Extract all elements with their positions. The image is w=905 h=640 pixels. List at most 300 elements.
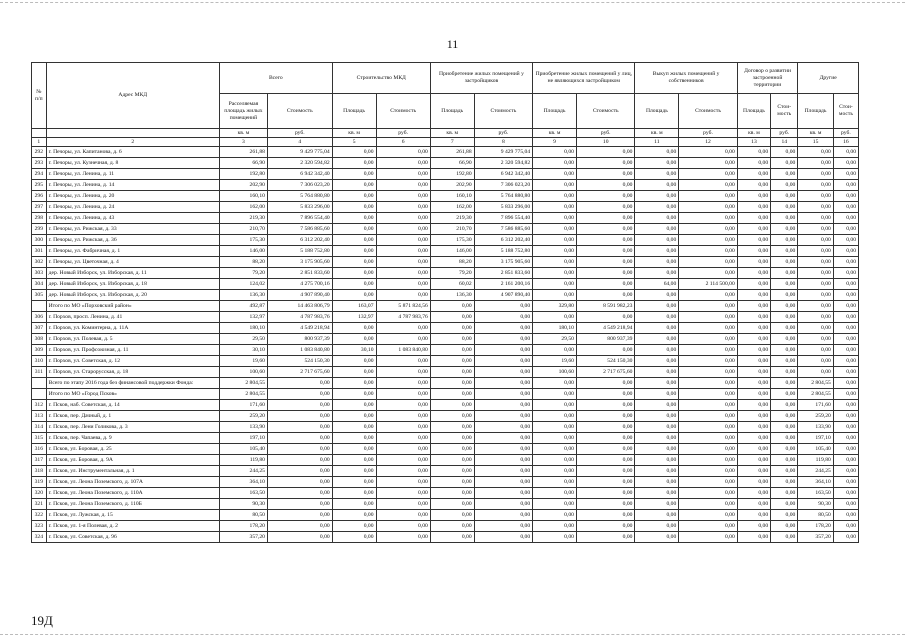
- row-value: 163,50: [219, 488, 267, 499]
- row-value: 0,00: [332, 422, 376, 433]
- table-row: [32, 433, 859, 444]
- row-value: 0,00: [833, 235, 858, 246]
- row-value: 0,00: [576, 455, 634, 466]
- row-value: 0,00: [474, 356, 532, 367]
- row-value: 0,00: [737, 499, 770, 510]
- row-value: 0,00: [833, 499, 858, 510]
- row-value: 0,00: [533, 191, 577, 202]
- table-row: [32, 411, 859, 422]
- row-value: 178,20: [219, 521, 267, 532]
- row-value: 0,00: [737, 224, 770, 235]
- column-number: 5: [332, 138, 376, 147]
- header-area: Площадь: [737, 94, 770, 129]
- row-value: 0,00: [533, 488, 577, 499]
- row-value: 0,00: [737, 455, 770, 466]
- row-value: 0,00: [635, 367, 679, 378]
- row-value: 329,80: [533, 301, 577, 312]
- row-value: 0,00: [474, 466, 532, 477]
- row-value: 0,00: [833, 312, 858, 323]
- row-address: г. Псков, пер. Чапаева, д. 9: [46, 433, 219, 444]
- row-value: 0,00: [679, 158, 737, 169]
- row-value: 0,00: [833, 180, 858, 191]
- row-value: 0,00: [635, 389, 679, 400]
- row-value: 0,00: [737, 158, 770, 169]
- row-value: 0,00: [833, 246, 858, 257]
- row-value: 0,00: [576, 147, 634, 158]
- row-value: 0,00: [798, 268, 834, 279]
- row-value: 0,00: [376, 169, 430, 180]
- row-value: 2 161 200,16: [474, 279, 532, 290]
- row-value: 0,00: [679, 169, 737, 180]
- row-value: 0,00: [332, 268, 376, 279]
- row-value: 0,00: [376, 422, 430, 433]
- row-value: 0,00: [798, 334, 834, 345]
- row-value: 0,00: [679, 400, 737, 411]
- row-value: 0,00: [474, 301, 532, 312]
- row-value: 0,00: [474, 312, 532, 323]
- row-number: 300: [32, 235, 47, 246]
- header-resettled-area: Расселяемая площадь жилых помещений: [219, 94, 267, 129]
- row-value: 0,00: [376, 235, 430, 246]
- row-value: 0,00: [430, 455, 474, 466]
- header-construction: Строительство МКД: [332, 63, 430, 94]
- row-value: 0,00: [376, 246, 430, 257]
- unit-area: кв. м: [430, 129, 474, 138]
- row-value: 4 549 218,94: [576, 323, 634, 334]
- row-value: 0,00: [771, 235, 798, 246]
- row-value: 0,00: [533, 147, 577, 158]
- row-address: Всего по этапу 2016 года без финансовой поддержки Фонда:: [46, 378, 219, 389]
- table-row: [32, 367, 859, 378]
- row-value: 0,00: [798, 224, 834, 235]
- row-value: 0,00: [771, 389, 798, 400]
- row-value: 0,00: [576, 411, 634, 422]
- row-value: 124,02: [219, 279, 267, 290]
- row-number: 323: [32, 521, 47, 532]
- row-value: 0,00: [267, 444, 332, 455]
- table-row: [32, 213, 859, 224]
- row-value: 0,00: [376, 191, 430, 202]
- table-row: [32, 202, 859, 213]
- header-cost: Стоимость: [679, 94, 737, 129]
- row-value: 0,00: [635, 345, 679, 356]
- row-value: 0,00: [267, 411, 332, 422]
- row-value: 0,00: [474, 433, 532, 444]
- header-address: Адрес МКД: [46, 63, 219, 129]
- row-value: 0,00: [771, 378, 798, 389]
- row-value: 6 942 342,40: [474, 169, 532, 180]
- column-number: 8: [474, 138, 532, 147]
- row-value: 0,00: [737, 180, 770, 191]
- row-value: 79,20: [219, 268, 267, 279]
- row-value: 0,00: [430, 345, 474, 356]
- row-value: 6 312 202,40: [474, 235, 532, 246]
- row-value: 0,00: [576, 246, 634, 257]
- row-value: 0,00: [833, 334, 858, 345]
- row-value: 0,00: [576, 213, 634, 224]
- row-value: 0,00: [833, 213, 858, 224]
- row-value: 0,00: [332, 367, 376, 378]
- row-value: 0,00: [679, 378, 737, 389]
- row-number: 305: [32, 290, 47, 301]
- row-value: 0,00: [474, 345, 532, 356]
- row-value: 0,00: [332, 477, 376, 488]
- row-value: 0,00: [737, 312, 770, 323]
- row-value: 0,00: [376, 466, 430, 477]
- row-value: 0,00: [332, 213, 376, 224]
- row-number: 307: [32, 323, 47, 334]
- unit-rub: руб.: [679, 129, 737, 138]
- row-number: [32, 389, 47, 400]
- row-address: г. Печоры, ул. Ленина, д. 11: [46, 169, 219, 180]
- row-value: 0,00: [679, 301, 737, 312]
- row-value: 0,00: [771, 455, 798, 466]
- row-value: 0,00: [376, 147, 430, 158]
- row-value: 105,40: [798, 444, 834, 455]
- row-value: 2 851 833,60: [267, 268, 332, 279]
- row-value: 0,00: [798, 345, 834, 356]
- row-value: 0,00: [533, 521, 577, 532]
- row-value: 0,00: [332, 466, 376, 477]
- row-value: 4 787 983,76: [376, 312, 430, 323]
- row-address: г. Псков, ул. Леона Поземского, д. 110Б: [46, 499, 219, 510]
- row-value: 0,00: [737, 466, 770, 477]
- row-value: 160,10: [430, 191, 474, 202]
- row-value: 0,00: [576, 400, 634, 411]
- table-row: [32, 455, 859, 466]
- row-value: 0,00: [635, 268, 679, 279]
- row-number: 299: [32, 224, 47, 235]
- row-value: 0,00: [679, 411, 737, 422]
- row-value: 0,00: [376, 257, 430, 268]
- row-value: 0,00: [576, 279, 634, 290]
- row-value: 0,00: [737, 279, 770, 290]
- row-address: Итого по МО «Порховский район»: [46, 301, 219, 312]
- row-value: 0,00: [376, 224, 430, 235]
- row-value: 136,30: [219, 290, 267, 301]
- row-value: 0,00: [679, 389, 737, 400]
- column-number: 14: [771, 138, 798, 147]
- row-value: 0,00: [576, 499, 634, 510]
- column-number: 1: [32, 138, 47, 147]
- row-value: 0,00: [635, 191, 679, 202]
- row-value: 0,00: [798, 246, 834, 257]
- row-address: г. Псков, ул. Леона Поземского, д. 107А: [46, 477, 219, 488]
- row-value: 0,00: [771, 268, 798, 279]
- row-value: 163,07: [332, 301, 376, 312]
- table-row: [32, 312, 859, 323]
- row-value: 192,80: [430, 169, 474, 180]
- row-value: 0,00: [679, 268, 737, 279]
- row-value: 0,00: [430, 389, 474, 400]
- table-row: [32, 257, 859, 268]
- row-value: 0,00: [798, 356, 834, 367]
- row-value: 202,90: [430, 180, 474, 191]
- row-value: 0,00: [576, 422, 634, 433]
- row-value: 0,00: [798, 290, 834, 301]
- row-value: 0,00: [376, 158, 430, 169]
- unit-area: кв. м: [737, 129, 770, 138]
- row-value: 0,00: [635, 477, 679, 488]
- row-address: г. Порхов, просп. Ленина, д. 41: [46, 312, 219, 323]
- row-value: 5 188 752,80: [267, 246, 332, 257]
- row-value: 492,87: [219, 301, 267, 312]
- column-number: 4: [267, 138, 332, 147]
- row-value: 0,00: [332, 323, 376, 334]
- row-value: 197,10: [219, 433, 267, 444]
- table-row: [32, 488, 859, 499]
- row-value: 0,00: [737, 367, 770, 378]
- row-value: 0,00: [679, 532, 737, 543]
- row-address: г. Псков, пер. Дачный, д. 1: [46, 411, 219, 422]
- table-row: [32, 268, 859, 279]
- row-value: 0,00: [771, 422, 798, 433]
- row-value: 0,00: [376, 400, 430, 411]
- row-value: 0,00: [474, 411, 532, 422]
- row-value: 0,00: [635, 290, 679, 301]
- header-cost-short: Стои-мость: [833, 94, 858, 129]
- row-value: 0,00: [635, 213, 679, 224]
- row-value: 0,00: [635, 334, 679, 345]
- row-value: 0,00: [737, 488, 770, 499]
- row-number: 317: [32, 455, 47, 466]
- row-value: 119,80: [798, 455, 834, 466]
- row-value: 800 937,39: [267, 334, 332, 345]
- row-value: 0,00: [679, 224, 737, 235]
- row-value: 0,00: [576, 257, 634, 268]
- row-value: 7 896 554,40: [474, 213, 532, 224]
- header-area: Площадь: [635, 94, 679, 129]
- housing-resettlement-table: [31, 62, 859, 543]
- row-address: г. Порхов, ул. Коминтерна, д. 11А: [46, 323, 219, 334]
- row-value: 0,00: [679, 444, 737, 455]
- row-value: 0,00: [737, 433, 770, 444]
- row-address: дер. Новый Изборск, ул. Изборская, д. 18: [46, 279, 219, 290]
- table-row: [32, 499, 859, 510]
- row-value: 3 175 905,60: [267, 257, 332, 268]
- row-value: 90,30: [798, 499, 834, 510]
- column-number: 12: [679, 138, 737, 147]
- row-value: 0,00: [635, 499, 679, 510]
- row-value: 0,00: [576, 180, 634, 191]
- row-value: 0,00: [332, 444, 376, 455]
- row-value: 7 306 023,20: [474, 180, 532, 191]
- row-value: 0,00: [833, 400, 858, 411]
- row-value: 0,00: [430, 466, 474, 477]
- row-number: 319: [32, 477, 47, 488]
- row-value: 0,00: [430, 356, 474, 367]
- row-value: 0,00: [833, 455, 858, 466]
- unit-rub: руб.: [833, 129, 858, 138]
- row-value: 7 306 023,20: [267, 180, 332, 191]
- row-value: 0,00: [332, 499, 376, 510]
- row-value: 0,00: [376, 180, 430, 191]
- row-value: 0,00: [267, 378, 332, 389]
- row-value: 210,70: [430, 224, 474, 235]
- row-address: г. Печоры, ул. Кузнечная, д. 8: [46, 158, 219, 169]
- row-value: 0,00: [332, 521, 376, 532]
- row-value: 4 907 890,40: [267, 290, 332, 301]
- row-value: 0,00: [833, 433, 858, 444]
- row-value: 0,00: [430, 477, 474, 488]
- row-value: 0,00: [771, 466, 798, 477]
- row-value: 0,00: [533, 290, 577, 301]
- row-address: г. Псков, ул. Инструментальная, д. 1: [46, 466, 219, 477]
- row-value: 0,00: [798, 301, 834, 312]
- table-row: [32, 422, 859, 433]
- row-value: 0,00: [679, 433, 737, 444]
- row-value: 0,00: [376, 213, 430, 224]
- row-value: 0,00: [267, 499, 332, 510]
- table-row: [32, 400, 859, 411]
- row-value: 119,80: [219, 455, 267, 466]
- row-value: 0,00: [332, 279, 376, 290]
- table-row: [32, 510, 859, 521]
- row-value: 2 804,55: [219, 378, 267, 389]
- row-value: 0,00: [267, 433, 332, 444]
- row-value: 0,00: [679, 257, 737, 268]
- row-value: 0,00: [635, 202, 679, 213]
- row-number: 320: [32, 488, 47, 499]
- row-value: 66,90: [219, 158, 267, 169]
- row-number: 293: [32, 158, 47, 169]
- row-value: 7 586 885,60: [474, 224, 532, 235]
- row-value: 0,00: [267, 422, 332, 433]
- row-value: 180,10: [533, 323, 577, 334]
- table-row: [32, 444, 859, 455]
- row-value: 0,00: [833, 422, 858, 433]
- total-row: [32, 301, 859, 312]
- row-value: 0,00: [833, 378, 858, 389]
- page-number: 11: [446, 37, 459, 51]
- row-value: 0,00: [430, 510, 474, 521]
- row-number: 311: [32, 367, 47, 378]
- row-value: 0,00: [635, 444, 679, 455]
- row-value: 0,00: [533, 180, 577, 191]
- row-value: 0,00: [679, 290, 737, 301]
- row-value: 163,50: [798, 488, 834, 499]
- row-address: г. Псков, пер. Лени Голикова, д. 3: [46, 422, 219, 433]
- row-value: 0,00: [533, 433, 577, 444]
- row-value: 0,00: [376, 433, 430, 444]
- row-address: г. Печоры, ул. Ленина, д. 43: [46, 213, 219, 224]
- row-number: 315: [32, 433, 47, 444]
- row-value: 0,00: [430, 532, 474, 543]
- row-value: 0,00: [474, 367, 532, 378]
- row-value: 0,00: [635, 235, 679, 246]
- row-value: 0,00: [474, 499, 532, 510]
- row-value: 0,00: [430, 433, 474, 444]
- row-value: 171,60: [219, 400, 267, 411]
- row-value: 0,00: [737, 422, 770, 433]
- row-value: 0,00: [376, 521, 430, 532]
- header-area: Площадь: [332, 94, 376, 129]
- unit-area: кв. м: [332, 129, 376, 138]
- row-value: 0,00: [771, 279, 798, 290]
- row-value: 0,00: [430, 334, 474, 345]
- row-value: 0,00: [771, 510, 798, 521]
- row-value: 0,00: [798, 169, 834, 180]
- row-value: 5 833 296,00: [474, 202, 532, 213]
- row-value: 0,00: [679, 202, 737, 213]
- row-value: 160,10: [219, 191, 267, 202]
- row-value: 0,00: [332, 257, 376, 268]
- row-value: 0,00: [533, 466, 577, 477]
- row-value: 0,00: [798, 202, 834, 213]
- row-value: 175,30: [219, 235, 267, 246]
- row-value: 0,00: [737, 213, 770, 224]
- row-number: 309: [32, 345, 47, 356]
- table-row: [32, 345, 859, 356]
- column-number: 15: [798, 138, 834, 147]
- row-value: 0,00: [635, 378, 679, 389]
- row-value: 0,00: [376, 477, 430, 488]
- row-value: 0,00: [533, 411, 577, 422]
- row-value: 146,00: [430, 246, 474, 257]
- column-number: 13: [737, 138, 770, 147]
- row-value: 19,60: [533, 356, 577, 367]
- row-value: 0,00: [533, 499, 577, 510]
- row-address: Итого по МО «Город Псков»: [46, 389, 219, 400]
- unit-rub: руб.: [474, 129, 532, 138]
- table-row: [32, 334, 859, 345]
- row-value: 0,00: [533, 477, 577, 488]
- row-value: 0,00: [332, 411, 376, 422]
- row-value: 0,00: [635, 158, 679, 169]
- unit-rub: руб.: [267, 129, 332, 138]
- row-value: 30,10: [332, 345, 376, 356]
- row-value: 0,00: [267, 477, 332, 488]
- row-value: 136,30: [430, 290, 474, 301]
- row-number: 321: [32, 499, 47, 510]
- row-value: 2 114 500,00: [679, 279, 737, 290]
- row-value: 0,00: [267, 400, 332, 411]
- table-row: [32, 521, 859, 532]
- row-value: 197,10: [798, 433, 834, 444]
- row-number: 297: [32, 202, 47, 213]
- row-value: 0,00: [737, 356, 770, 367]
- row-value: 4 787 983,76: [267, 312, 332, 323]
- row-value: 0,00: [737, 202, 770, 213]
- row-value: 0,00: [474, 400, 532, 411]
- row-value: 0,00: [635, 455, 679, 466]
- row-value: 261,88: [430, 147, 474, 158]
- row-value: 0,00: [533, 389, 577, 400]
- row-value: 0,00: [430, 301, 474, 312]
- row-value: 0,00: [474, 378, 532, 389]
- table-row: [32, 169, 859, 180]
- row-value: 30,10: [219, 345, 267, 356]
- footer-code: 19Д: [31, 613, 53, 628]
- row-value: 0,00: [833, 257, 858, 268]
- header-area: Площадь: [430, 94, 474, 129]
- row-value: 0,00: [737, 246, 770, 257]
- row-value: 364,10: [219, 477, 267, 488]
- row-value: 6 942 342,40: [267, 169, 332, 180]
- row-value: 2 717 675,60: [267, 367, 332, 378]
- bottom-scan-edge: [0, 634, 905, 635]
- row-value: 0,00: [332, 400, 376, 411]
- row-value: 800 937,39: [576, 334, 634, 345]
- row-value: 0,00: [430, 488, 474, 499]
- row-value: 0,00: [737, 411, 770, 422]
- row-value: 1 083 840,80: [376, 345, 430, 356]
- row-value: 0,00: [737, 345, 770, 356]
- row-address: г. Печоры, ул. Капитанова, д. 6: [46, 147, 219, 158]
- row-value: 0,00: [430, 367, 474, 378]
- row-value: 0,00: [332, 191, 376, 202]
- row-value: 0,00: [332, 378, 376, 389]
